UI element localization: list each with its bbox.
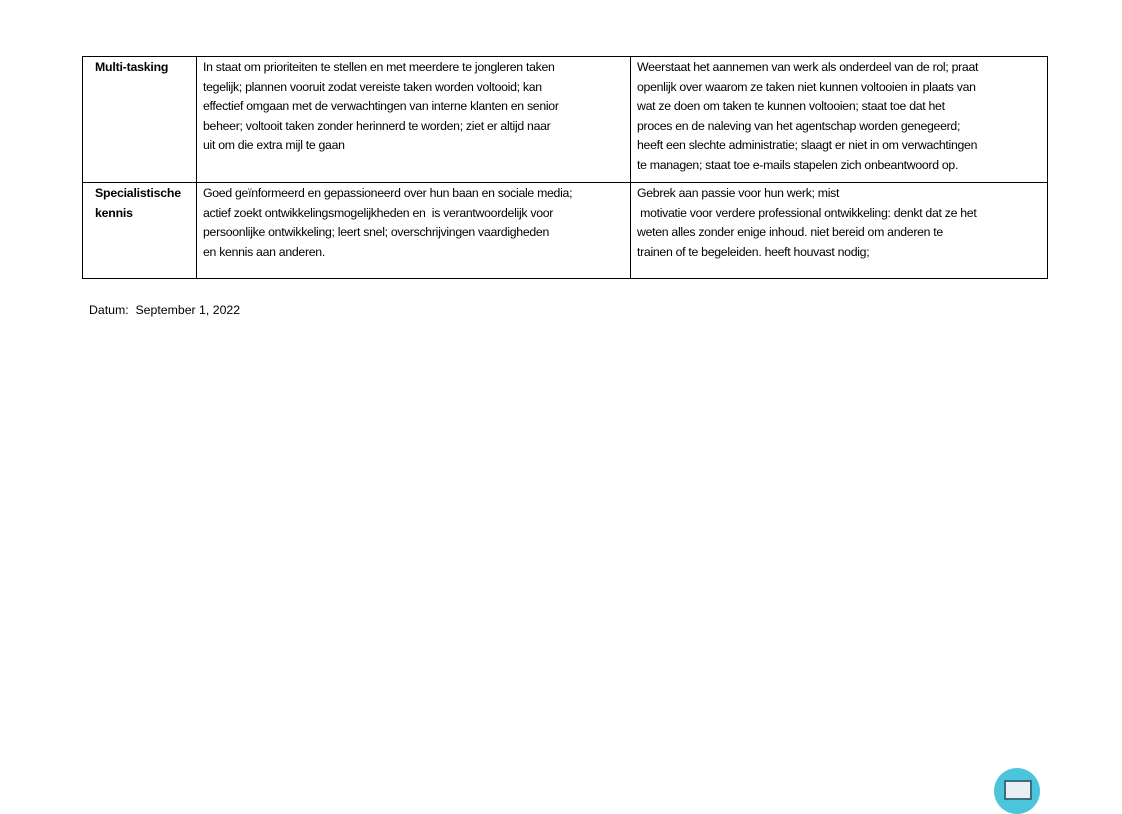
text-line: trainen of te begeleiden. heeft houvast nodig; bbox=[637, 244, 870, 259]
text-line: Gebrek aan passie voor hun werk; mist bbox=[637, 186, 840, 200]
text-line: effectief omgaan met de verwachtingen van interne klanten en senior bbox=[203, 99, 559, 113]
table-row bbox=[83, 57, 1048, 183]
text-line: te managen; staat toe e-mails stapelen zich onbeantwoord op. bbox=[637, 157, 959, 172]
row-header: Specialistische bbox=[95, 186, 181, 200]
text-line: wat ze doen om taken te kunnen voltooien; staat toe dat het bbox=[637, 99, 945, 113]
text-line: Weerstaat het aannemen van werk als onderdeel van de rol; praat bbox=[637, 60, 979, 74]
text-line: weten alles zonder enige inhoud. niet bereid om anderen te bbox=[637, 225, 943, 239]
table-row bbox=[83, 183, 1048, 279]
text-line: tegelijk; plannen vooruit zodat vereiste taken worden voltooid; kan bbox=[203, 79, 542, 94]
text-line: In staat om prioriteiten te stellen en met meerdere te jongleren taken bbox=[203, 60, 555, 74]
row-header-cell bbox=[83, 57, 197, 183]
text-line: en kennis aan anderen. bbox=[203, 244, 325, 259]
text-line: heeft een slechte administratie; slaagt er niet in om verwachtingen bbox=[637, 138, 978, 152]
date-value: September 1, 2022 bbox=[135, 303, 241, 317]
negative-cell bbox=[631, 183, 1048, 279]
date-label: Datum: bbox=[89, 303, 129, 317]
positive-cell bbox=[197, 183, 631, 279]
text-line: actief zoekt ontwikkelingsmogelijkheden en is verantwoordelijk voor bbox=[203, 205, 554, 220]
text-line: proces en de naleving van het agentschap worden genegeerd; bbox=[637, 118, 961, 133]
row-header: kennis bbox=[95, 205, 133, 220]
document-page bbox=[82, 56, 1047, 321]
row-header: Multi-tasking bbox=[95, 60, 169, 74]
row-header-cell bbox=[83, 183, 197, 279]
positive-cell bbox=[197, 57, 631, 183]
text-line: beheer; voltooit taken zonder herinnerd te worden; ziet er altijd naar bbox=[203, 118, 551, 133]
document-screen-icon[interactable] bbox=[994, 768, 1040, 814]
text-line: openlijk over waarom ze taken niet kunnen voltooien in plaats van bbox=[637, 79, 976, 94]
text-line: uit om die extra mijl te gaan bbox=[203, 138, 345, 152]
text-line: motivatie voor verdere professional ontwikkeling: denkt dat ze het bbox=[637, 205, 977, 220]
text-line: Goed geïnformeerd en gepassioneerd over hun baan en sociale media; bbox=[203, 186, 573, 200]
date-line bbox=[89, 301, 1047, 321]
text-line: persoonlijke ontwikkeling; leert snel; overschrijvingen vaardigheden bbox=[203, 225, 549, 239]
competency-table bbox=[82, 56, 1048, 279]
negative-cell bbox=[631, 57, 1048, 183]
